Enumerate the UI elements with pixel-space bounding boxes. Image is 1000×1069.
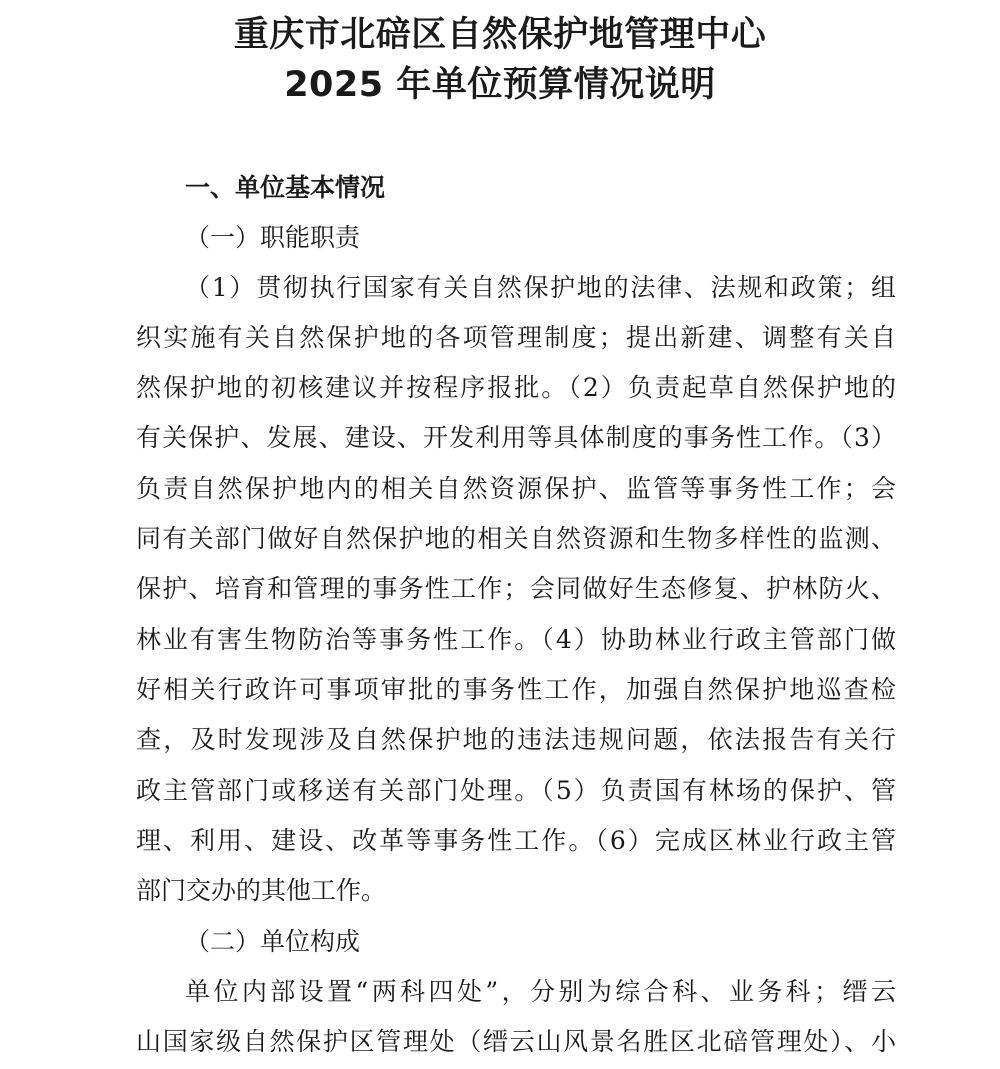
paragraph-line: 织实施有关自然保护地的各项管理制度；提出新建、调整有关自 <box>136 323 896 352</box>
paragraph-line: 保护、培育和管理的事务性工作；会同做好生态修复、护林防火、 <box>136 574 896 603</box>
paragraph-line: 理、利用、建设、改革等事务性工作。（6）完成区林业行政主管 <box>136 826 896 855</box>
paragraph-line: 负责自然保护地内的相关自然资源保护、监管等事务性工作；会 <box>136 474 896 503</box>
document-title-line-2: 2025 年单位预算情况说明 <box>284 65 716 105</box>
paragraph-line: 好相关行政许可事项审批的事务性工作，加强自然保护地巡查检 <box>136 675 896 704</box>
paragraph-line: 然保护地的初核建议并按程序报批。（2）负责起草自然保护地的 <box>136 373 896 402</box>
paragraph-line: 有关保护、发展、建设、开发利用等具体制度的事务性工作。（3） <box>136 423 896 452</box>
paragraph-line: 部门交办的其他工作。 <box>136 876 387 905</box>
paragraph-line: 政主管部门或移送有关部门处理。（5）负责国有林场的保护、管 <box>136 776 896 805</box>
paragraph-line: 单位内部设置“两科四处”，分别为综合科、业务科；缙云 <box>185 977 896 1006</box>
subsection-heading-functions: （一）职能职责 <box>185 223 361 252</box>
subsection-heading-composition: （二）单位构成 <box>185 927 361 956</box>
paragraph-line: （1）贯彻执行国家有关自然保护地的法律、法规和政策；组 <box>185 273 896 302</box>
paragraph-line: 林业有害生物防治等事务性工作。（4）协助林业行政主管部门做 <box>136 625 896 654</box>
paragraph-line: 山国家级自然保护区管理处（缙云山风景名胜区北碚管理处）、小 <box>136 1027 896 1056</box>
paragraph-line: 同有关部门做好自然保护地的相关自然资源和生物多样性的监测、 <box>136 524 896 553</box>
document-title-line-1: 重庆市北碚区自然保护地管理中心 <box>233 15 767 55</box>
section-heading-basic-info: 一、单位基本情况 <box>185 173 386 202</box>
paragraph-line: 查，及时发现涉及自然保护地的违法违规问题，依法报告有关行 <box>136 725 896 754</box>
